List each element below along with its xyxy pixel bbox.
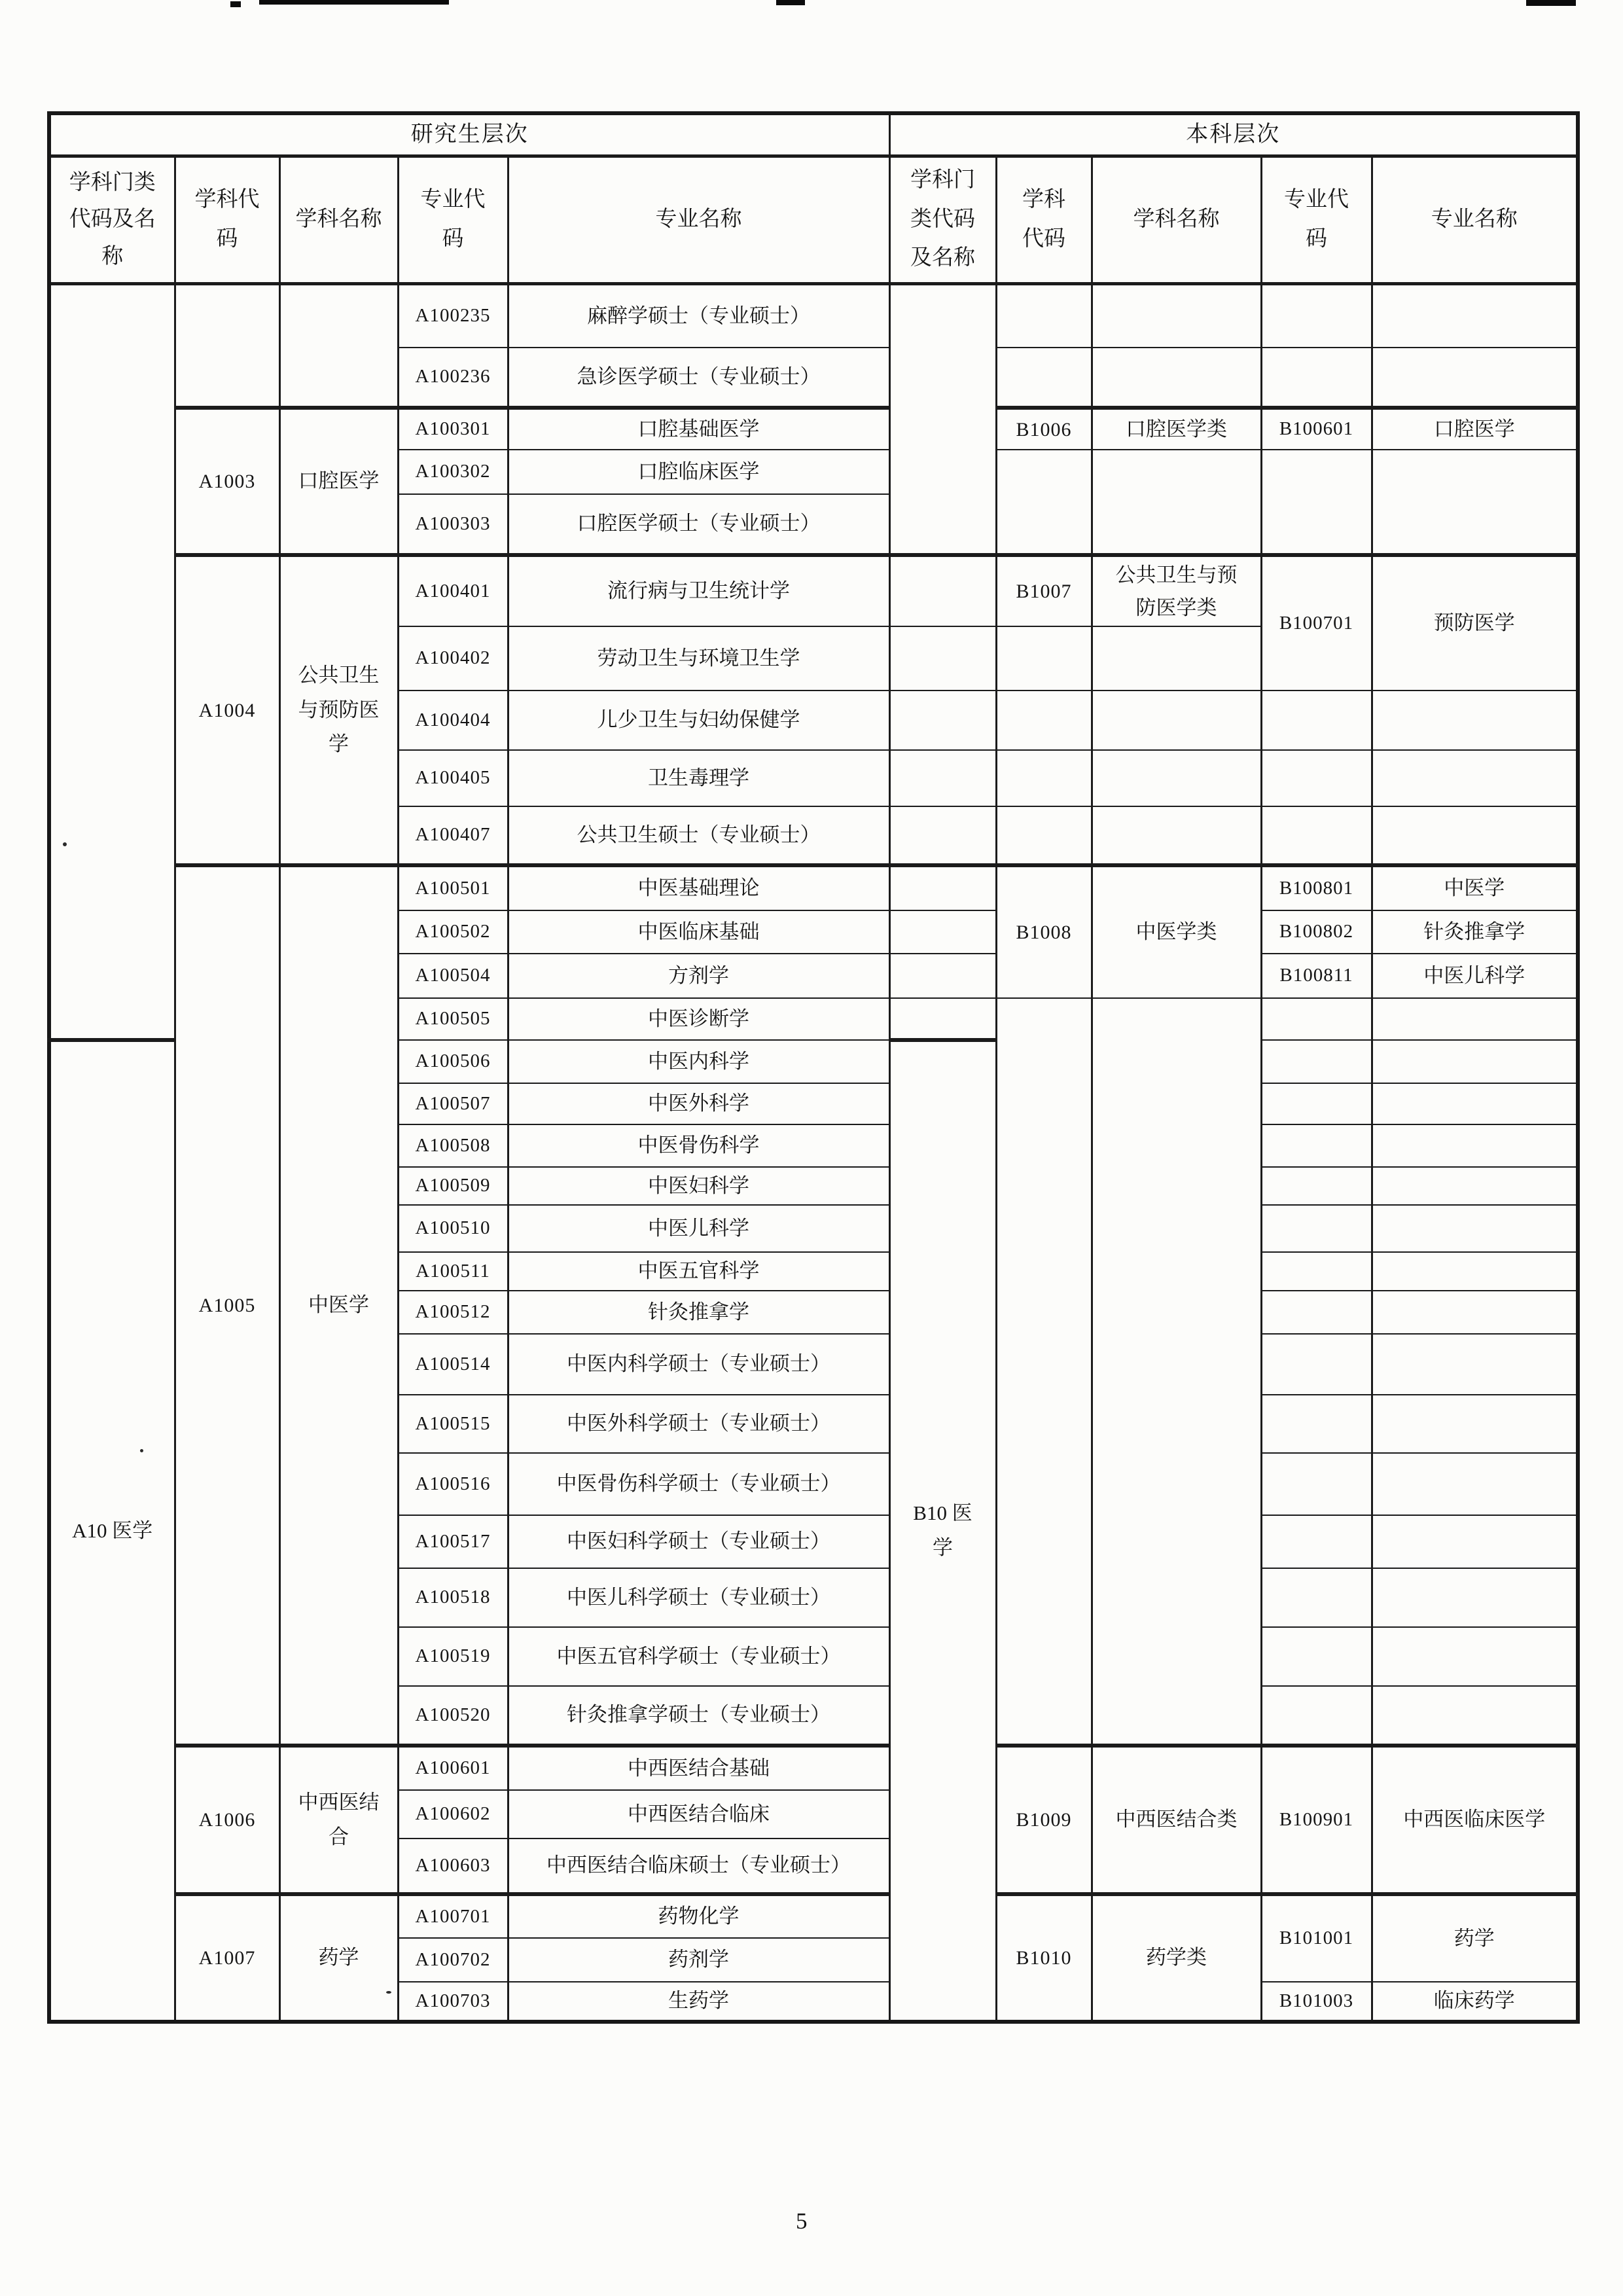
major-name-cell: 中西医结合基础: [508, 1746, 889, 1790]
major-name-cell: 中医妇科学硕士（专业硕士）: [508, 1515, 889, 1568]
major-name-cell: 生药学: [508, 1982, 889, 2022]
header-left-major-code: 专业代码: [398, 156, 508, 283]
empty-cell: [1372, 1205, 1578, 1252]
empty-cell: [1372, 1083, 1578, 1124]
major-name-cell: 临床药学: [1372, 1982, 1578, 2022]
empty-cell: [1372, 450, 1578, 555]
empty-cell: [1372, 283, 1578, 348]
right-category-cell-empty: [889, 283, 996, 555]
major-code-cell: A100702: [398, 1938, 508, 1982]
empty-cell: [1261, 1568, 1372, 1627]
empty-cell: [1372, 1686, 1578, 1746]
major-name-cell: 中医妇科学: [508, 1167, 889, 1205]
major-name-cell: 药剂学: [508, 1938, 889, 1982]
subject-name-cell-a1007: 药学: [279, 1894, 398, 2022]
major-name-cell: 方剂学: [508, 954, 889, 998]
empty-cell: [1372, 1167, 1578, 1205]
major-name-cell: 口腔医学: [1372, 408, 1578, 450]
empty-cell: [1092, 450, 1261, 555]
empty-cell: [1372, 1252, 1578, 1291]
empty-cell: [1261, 1040, 1372, 1083]
major-code-cell: A100404: [398, 691, 508, 750]
empty-cell: [1261, 1515, 1372, 1568]
empty-cell: [1261, 1083, 1372, 1124]
major-code-cell: A100515: [398, 1395, 508, 1453]
empty-cell: [1092, 283, 1261, 348]
scan-artifact: [1526, 0, 1576, 6]
header-left-major-name: 专业名称: [508, 156, 889, 283]
major-name-cell: 流行病与卫生统计学: [508, 555, 889, 626]
major-code-cell: A100701: [398, 1894, 508, 1938]
major-code-cell: B100811: [1261, 954, 1372, 998]
major-name-cell: 中医骨伤科学: [508, 1124, 889, 1167]
subject-code-cell-b1006: B1006: [996, 408, 1092, 450]
subject-name-cell-b1006: 口腔医学类: [1092, 408, 1261, 450]
major-code-cell: A100509: [398, 1167, 508, 1205]
major-code-cell: A100512: [398, 1291, 508, 1334]
major-name-cell: 针灸推拿学硕士（专业硕士）: [508, 1686, 889, 1746]
empty-cell: [1261, 1124, 1372, 1167]
major-name-cell: 中医外科学: [508, 1083, 889, 1124]
major-code-cell: A100502: [398, 910, 508, 954]
major-name-cell: 药物化学: [508, 1894, 889, 1938]
empty-cell: [1372, 1515, 1578, 1568]
subject-name-cell-a1003: 口腔医学: [279, 408, 398, 555]
discipline-code-table: [47, 111, 1580, 2024]
major-code-cell: B100801: [1261, 865, 1372, 910]
subject-name-cell-a1005: 中医学: [279, 865, 398, 1746]
major-code-cell: A100303: [398, 494, 508, 555]
major-code-cell: A100407: [398, 806, 508, 865]
right-category-label: B10 医学: [889, 1040, 996, 2022]
major-code-cell: A100236: [398, 348, 508, 408]
major-code-cell: A100506: [398, 1040, 508, 1083]
empty-cell: [889, 910, 996, 954]
empty-cell: [1372, 1334, 1578, 1395]
empty-cell: [1092, 998, 1261, 1746]
header-right-subject-code: 学科代码: [996, 156, 1092, 283]
header-right-subject-name: 学科名称: [1092, 156, 1261, 283]
major-code-cell: A100302: [398, 450, 508, 494]
subject-code-cell-b1007: B1007: [996, 555, 1092, 626]
major-code-cell: A100520: [398, 1686, 508, 1746]
major-name-cell: 中西医临床医学: [1372, 1746, 1578, 1894]
empty-cell: [1092, 691, 1261, 750]
empty-cell: [996, 691, 1092, 750]
major-name-cell: 针灸推拿学: [1372, 910, 1578, 954]
scan-artifact: [776, 0, 805, 5]
major-code-cell: A100507: [398, 1083, 508, 1124]
major-name-cell: 中西医结合临床硕士（专业硕士）: [508, 1839, 889, 1894]
empty-cell: [1261, 348, 1372, 408]
empty-cell: [996, 750, 1092, 806]
scan-artifact: [259, 0, 449, 5]
major-code-cell: A100602: [398, 1790, 508, 1839]
major-code-cell: A100603: [398, 1839, 508, 1894]
major-name-cell: 口腔基础医学: [508, 408, 889, 450]
subject-code-cell-a1006: A1006: [175, 1746, 279, 1894]
subject-code-cell-a1005: A1005: [175, 865, 279, 1746]
subject-code-cell-b1009: B1009: [996, 1746, 1092, 1894]
left-category-cell-empty: [49, 283, 175, 1040]
major-name-cell: 中医临床基础: [508, 910, 889, 954]
empty-cell: [996, 806, 1092, 865]
subject-name-cell-a1006: 中西医结合: [279, 1746, 398, 1894]
major-code-cell: B100802: [1261, 910, 1372, 954]
empty-cell: [889, 750, 996, 806]
major-name-cell: 中医外科学硕士（专业硕士）: [508, 1395, 889, 1453]
major-name-cell: 口腔临床医学: [508, 450, 889, 494]
major-code-cell: A100402: [398, 626, 508, 691]
empty-cell: [279, 283, 398, 408]
major-code-cell: B101001: [1261, 1894, 1372, 1982]
major-name-cell: 麻醉学硕士（专业硕士）: [508, 283, 889, 348]
major-code-cell: A100301: [398, 408, 508, 450]
empty-cell: [1372, 806, 1578, 865]
empty-cell: [1372, 691, 1578, 750]
empty-cell: [1261, 283, 1372, 348]
major-code-cell: B100701: [1261, 555, 1372, 691]
empty-cell: [1261, 450, 1372, 555]
empty-cell: [1261, 691, 1372, 750]
header-right-category: 学科门类代码及名称: [889, 156, 996, 283]
major-name-cell: 急诊医学硕士（专业硕士）: [508, 348, 889, 408]
subject-code-cell-b1008: B1008: [996, 865, 1092, 998]
empty-cell: [889, 998, 996, 1040]
subject-code-cell-a1007: A1007: [175, 1894, 279, 2022]
major-name-cell: 中西医结合临床: [508, 1790, 889, 1839]
major-code-cell: B100601: [1261, 408, 1372, 450]
empty-cell: [1372, 348, 1578, 408]
subject-name-cell-b1009: 中西医结合类: [1092, 1746, 1261, 1894]
page-number: 5: [796, 2208, 808, 2234]
empty-cell: [1372, 750, 1578, 806]
empty-cell: [1261, 806, 1372, 865]
major-name-cell: 劳动卫生与环境卫生学: [508, 626, 889, 691]
empty-cell: [889, 691, 996, 750]
empty-cell: [1372, 1124, 1578, 1167]
undergraduate-level-banner: 本科层次: [889, 113, 1578, 156]
major-name-cell: 预防医学: [1372, 555, 1578, 691]
major-code-cell: A100516: [398, 1453, 508, 1515]
empty-cell: [1092, 348, 1261, 408]
major-code-cell: A100501: [398, 865, 508, 910]
empty-cell: [1372, 1395, 1578, 1453]
major-code-cell: A100405: [398, 750, 508, 806]
major-name-cell: 中医基础理论: [508, 865, 889, 910]
major-name-cell: 卫生毒理学: [508, 750, 889, 806]
major-code-cell: A100511: [398, 1252, 508, 1291]
empty-cell: [1261, 1453, 1372, 1515]
major-code-cell: A100514: [398, 1334, 508, 1395]
subject-name-cell-a1004: 公共卫生与预防医学: [279, 555, 398, 865]
major-code-cell: A100510: [398, 1205, 508, 1252]
header-left-subject-name: 学科名称: [279, 156, 398, 283]
header-left-category: 学科门类代码及名称: [49, 156, 175, 283]
major-code-cell: B100901: [1261, 1746, 1372, 1894]
major-name-cell: 药学: [1372, 1894, 1578, 1982]
empty-cell: [889, 626, 996, 691]
empty-cell: [996, 450, 1092, 555]
empty-cell: [1261, 1252, 1372, 1291]
empty-cell: [1372, 1291, 1578, 1334]
empty-cell: [996, 626, 1092, 691]
major-name-cell: 公共卫生硕士（专业硕士）: [508, 806, 889, 865]
subject-code-cell-a1003: A1003: [175, 408, 279, 555]
empty-cell: [1372, 1568, 1578, 1627]
empty-cell: [175, 283, 279, 408]
scan-artifact: [230, 1, 241, 7]
empty-cell: [889, 954, 996, 998]
major-code-cell: B101003: [1261, 1982, 1372, 2022]
header-right-major-name: 专业名称: [1372, 156, 1578, 283]
empty-cell: [996, 348, 1092, 408]
major-name-cell: 中医内科学: [508, 1040, 889, 1083]
empty-cell: [1261, 998, 1372, 1040]
empty-cell: [889, 806, 996, 865]
header-left-subject-code: 学科代码: [175, 156, 279, 283]
empty-cell: [1261, 1205, 1372, 1252]
subject-code-cell-b1010: B1010: [996, 1894, 1092, 2022]
major-code-cell: A100518: [398, 1568, 508, 1627]
graduate-level-banner: 研究生层次: [49, 113, 889, 156]
empty-cell: [1092, 806, 1261, 865]
major-code-cell: A100703: [398, 1982, 508, 2022]
empty-cell: [1261, 1395, 1372, 1453]
major-name-cell: 口腔医学硕士（专业硕士）: [508, 494, 889, 555]
empty-cell: [1372, 1627, 1578, 1686]
major-name-cell: 中医诊断学: [508, 998, 889, 1040]
major-code-cell: A100508: [398, 1124, 508, 1167]
empty-cell: [1372, 1453, 1578, 1515]
subject-name-cell-b1008: 中医学类: [1092, 865, 1261, 998]
major-code-cell: A100505: [398, 998, 508, 1040]
subject-code-cell-a1004: A1004: [175, 555, 279, 865]
major-name-cell: 中医五官科学硕士（专业硕士）: [508, 1627, 889, 1686]
major-name-cell: 中医儿科学: [1372, 954, 1578, 998]
major-name-cell: 中医内科学硕士（专业硕士）: [508, 1334, 889, 1395]
major-name-cell: 儿少卫生与妇幼保健学: [508, 691, 889, 750]
empty-cell: [1261, 1686, 1372, 1746]
empty-cell: [1372, 998, 1578, 1040]
empty-cell: [1372, 1040, 1578, 1083]
major-name-cell: 针灸推拿学: [508, 1291, 889, 1334]
major-code-cell: A100601: [398, 1746, 508, 1790]
major-code-cell: A100519: [398, 1627, 508, 1686]
empty-cell: [996, 283, 1092, 348]
empty-cell: [1092, 626, 1261, 691]
major-name-cell: 中医骨伤科学硕士（专业硕士）: [508, 1453, 889, 1515]
major-name-cell: 中医儿科学硕士（专业硕士）: [508, 1568, 889, 1627]
major-code-cell: A100517: [398, 1515, 508, 1568]
empty-cell: [889, 555, 996, 626]
left-category-label: A10 医学: [49, 1040, 175, 2022]
major-code-cell: A100235: [398, 283, 508, 348]
major-code-cell: A100504: [398, 954, 508, 998]
empty-cell: [1261, 750, 1372, 806]
major-name-cell: 中医五官科学: [508, 1252, 889, 1291]
header-right-major-code: 专业代码: [1261, 156, 1372, 283]
empty-cell: [1261, 1334, 1372, 1395]
empty-cell: [1261, 1291, 1372, 1334]
subject-name-cell-b1010: 药学类: [1092, 1894, 1261, 2022]
empty-cell: [1092, 750, 1261, 806]
major-name-cell: 中医儿科学: [508, 1205, 889, 1252]
empty-cell: [889, 865, 996, 910]
subject-name-cell-b1007: 公共卫生与预防医学类: [1092, 555, 1261, 626]
major-code-cell: A100401: [398, 555, 508, 626]
empty-cell: [1261, 1167, 1372, 1205]
empty-cell: [996, 998, 1092, 1746]
empty-cell: [1261, 1627, 1372, 1686]
major-name-cell: 中医学: [1372, 865, 1578, 910]
